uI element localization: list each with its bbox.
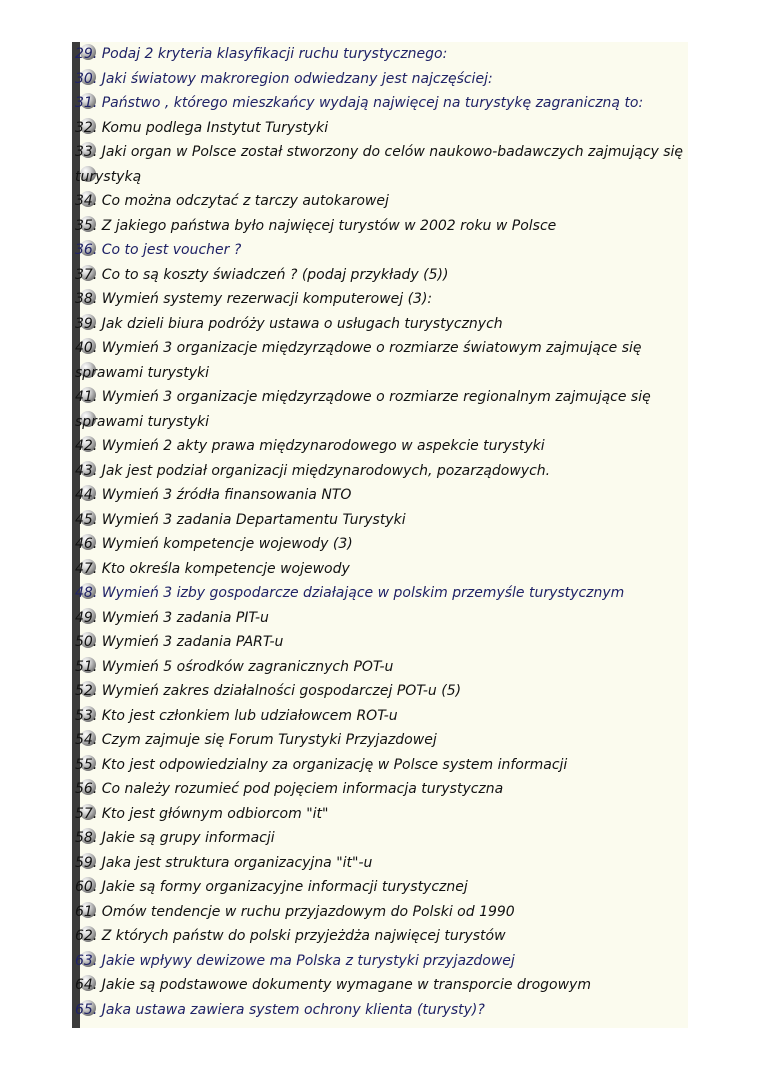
question-text: 30. Jaki światowy makroregion odwiedzany jest najczęściej: (75, 70, 493, 87)
question-text: 34. Co można odczytać z tarczy autokarowej (75, 193, 389, 209)
question-item (72, 949, 692, 974)
question-text: 49. Wymień 3 zadania PIT-u (75, 609, 269, 626)
question-text: 65. Jaka ustawa zawiera system ochrony klienta (turysty)? (75, 1001, 485, 1018)
question-item (72, 385, 692, 434)
question-item (72, 557, 692, 582)
question-item (72, 532, 692, 557)
question-text: 47. Kto określa kompetencje wojewody (75, 560, 350, 577)
question-item (72, 287, 692, 312)
question-item (72, 189, 692, 214)
question-item (72, 263, 692, 288)
question-item (72, 214, 692, 239)
question-text: 39. Jak dzieli biura podróży ustawa o usługach turystycznych (75, 315, 503, 332)
question-item (72, 91, 692, 116)
question-item (72, 826, 692, 851)
question-text: 44. Wymień 3 źródła finansowania NTO (75, 487, 352, 503)
question-item (72, 312, 692, 337)
question-text: 53. Kto jest członkiem lub udziałowcem ROT-u (75, 707, 398, 724)
question-item (72, 483, 692, 508)
question-item (72, 973, 692, 998)
question-item (72, 924, 692, 949)
question-item (72, 655, 692, 680)
question-text: 59. Jaka jest struktura organizacyjna "it"-u (75, 854, 373, 871)
question-text: 64. Jakie są podstawowe dokumenty wymagane w transporcie drogowym (75, 977, 591, 993)
question-text: 54. Czym zajmuje się Forum Turystyki Przyjazdowej (75, 732, 437, 748)
question-text: 43. Jak jest podział organizacji międzynarodowych, pozarządowych. (75, 462, 551, 479)
question-text: 60. Jakie są formy organizacyjne informacji turystycznej (75, 879, 468, 895)
question-text: 35. Z jakiego państwa było najwięcej turystów w 2002 roku w Polsce (75, 217, 557, 234)
question-text: 57. Kto jest głównym odbiorcom "it" (75, 805, 329, 822)
question-text: 50. Wymień 3 zadania PART-u (75, 634, 284, 650)
question-item (72, 875, 692, 900)
question-text: 37. Co to są koszty świadczeń ? (podaj przykłady (5)) (75, 266, 449, 283)
question-item (72, 336, 692, 385)
question-text: 38. Wymień systemy rezerwacji komputerowej (3): (75, 291, 433, 307)
question-text: 45. Wymień 3 zadania Departamentu Turystyki (75, 511, 406, 528)
question-item (72, 508, 692, 533)
question-text: 58. Jakie są grupy informacji (75, 830, 275, 846)
question-text: 62. Z których państw do polski przyjeżdża najwięcej turystów (75, 928, 506, 944)
question-item (72, 67, 692, 92)
question-text: 36. Co to jest voucher ? (75, 242, 242, 258)
question-text: 61. Omów tendencje w ruchu przyjazdowym do Polski od 1990 (75, 903, 515, 920)
question-item (72, 679, 692, 704)
question-item (72, 728, 692, 753)
question-text: 56. Co należy rozumieć pod pojęciem informacja turystyczna (75, 781, 504, 797)
question-text: 41. Wymień 3 organizacje międzyrządowe o rozmiarze regionalnym zajmujące się sprawami turystyki (75, 389, 651, 430)
question-item (72, 851, 692, 876)
question-text: 42. Wymień 2 akty prawa międzynarodowego w aspekcie turystyki (75, 438, 545, 454)
question-text: 33. Jaki organ w Polsce został stworzony do celów naukowo-badawczych zajmujący się turystyką (75, 144, 684, 185)
question-item (72, 900, 692, 925)
question-text: 31. Państwo , którego mieszkańcy wydają najwięcej na turystykę zagraniczną to: (75, 95, 644, 111)
question-item (72, 606, 692, 631)
question-text: 40. Wymień 3 organizacje międzyrządowe o rozmiarze światowym zajmujące się sprawami turystyki (75, 340, 642, 381)
question-item (72, 998, 692, 1023)
question-item (72, 42, 692, 67)
question-item (72, 777, 692, 802)
question-item (72, 704, 692, 729)
question-item (72, 140, 692, 189)
question-text: 51. Wymień 5 ośrodków zagranicznych POT-u (75, 658, 394, 675)
question-item (72, 116, 692, 141)
question-text: 29. Podaj 2 kryteria klasyfikacji ruchu turystycznego: (75, 46, 448, 62)
question-item (72, 753, 692, 778)
question-text: 55. Kto jest odpowiedzialny za organizację w Polsce system informacji (75, 756, 568, 773)
question-text: 52. Wymień zakres działalności gospodarczej POT-u (5) (75, 683, 462, 699)
question-item (72, 459, 692, 484)
question-item (72, 581, 692, 606)
question-text: 48. Wymień 3 izby gospodarcze działające w polskim przemyśle turystycznym (75, 585, 625, 601)
question-item (72, 434, 692, 459)
question-item (72, 802, 692, 827)
question-item (72, 630, 692, 655)
question-text: 32. Komu podlega Instytut Turystyki (75, 119, 329, 136)
question-list (72, 42, 692, 1022)
question-text: 63. Jakie wpływy dewizowe ma Polska z turystyki przyjazdowej (75, 952, 515, 969)
question-text: 46. Wymień kompetencje wojewody (3) (75, 536, 353, 552)
question-item (72, 238, 692, 263)
